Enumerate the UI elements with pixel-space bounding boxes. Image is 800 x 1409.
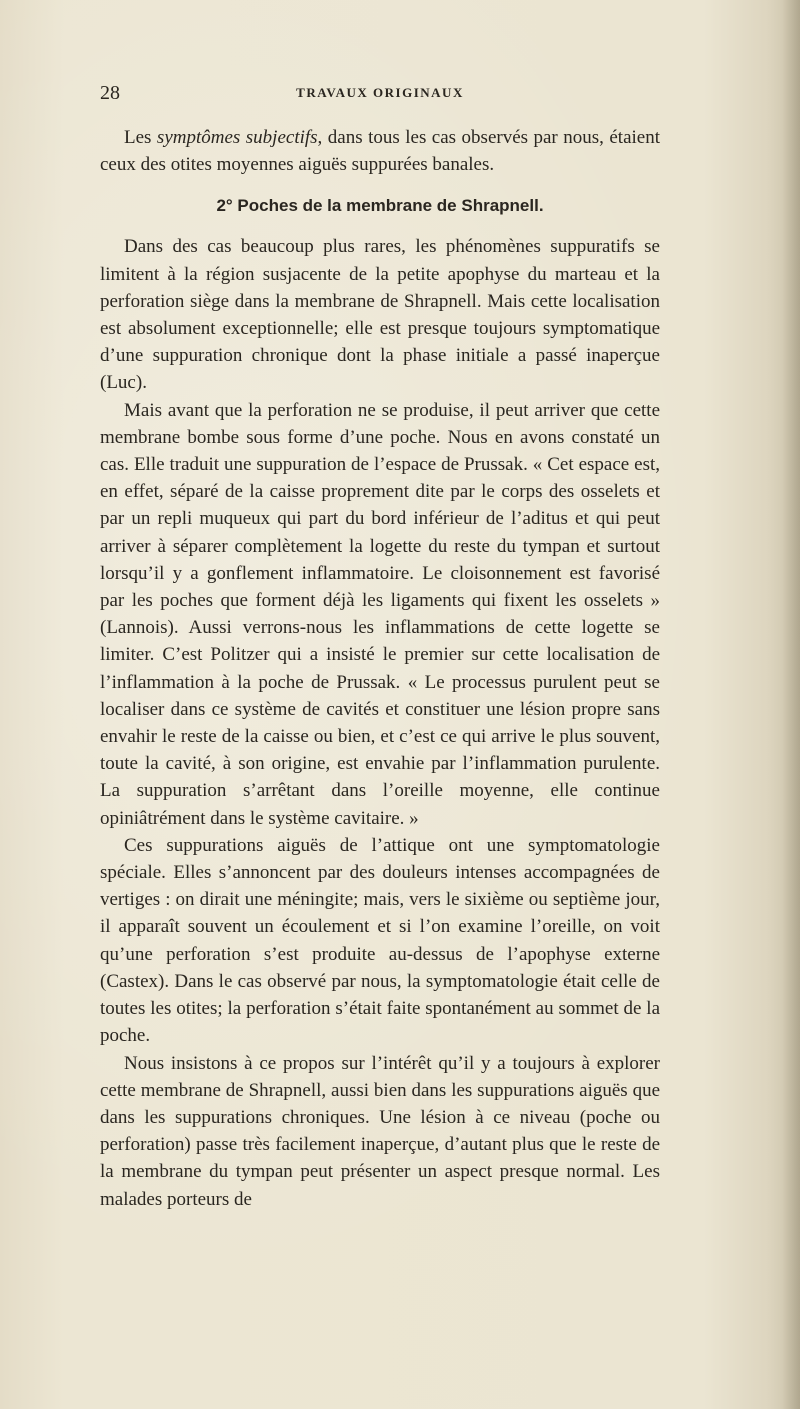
running-title: TRAVAUX ORIGINAUX [296, 85, 464, 100]
intro-emphasis: symptômes subjectifs [156, 127, 318, 148]
body-text [100, 124, 660, 1213]
intro-rest: , dans tous les cas observés par nous, étaient ceux des otites moyennes aiguës suppurées banales. [100, 127, 660, 176]
paragraph-1: Dans des cas beaucoup plus rares, les phénomènes suppuratifs se limitent à la région susjacente de la petite apophyse du marteau et la perforation siège dans la membrane de Shrapnell. Mais cette localisation est absolument exceptionnelle; elle est presque toujours symptomatique d’une suppuration chronique dont la phase initiale a passé inaperçue (Luc). [100, 236, 660, 394]
paragraph-4: Nous insistons à ce propos sur l’intérêt qu’il y a toujours à explorer cette membrane de Shrapnell, aussi bien dans les suppurations aiguës que dans les suppurations chroniques. Une lésion à ce niveau (poche ou perforation) passe très facilement inaperçue, d’autant plus que le reste de la membrane du tympan peut présenter un aspect presque normal. Les malades porteurs de [100, 1052, 660, 1210]
intro-paragraph [100, 124, 660, 178]
paragraph-2: Mais avant que la perforation ne se produise, il peut arriver que cette membrane bombe sous forme d’une poche. Nous en avons constaté un cas. Elle traduit une suppuration de l’espace de Prussak. « Cet espace est, en effet, séparé de la caisse proprement dite par le corps des osselets et par un repli muqueux qui part du bord inférieur de l’aditus et qui peut arriver à séparer complètement la logette du reste du tympan et surtout lorsqu’il y a gonflement inflammatoire. Le cloisonnement est favorisé par les poches que forment déjà les ligaments qui fixent les osselets » (Lannois). Aussi verrons-nous les inflammations de cette logette se limiter. C’est Politzer qui a insisté le premier sur cette localisation de l’inflammation à la poche de Prussak. « Le processus purulent peut se localiser dans ce système de cavités et constituer une lésion propre sans envahir le reste de la caisse ou bien, et c’est ce qui arrive le plus souvent, toute la cavité, à son origine, est envahie par l’inflammation purulente. La suppuration s’arrêtant dans l’oreille moyenne, elle continue opiniâtrément dans le système cavitaire. » [100, 399, 660, 829]
section-heading: 2° Poches de la membrane de Shrapnell. [216, 196, 544, 216]
paragraph-3: Ces suppurations aiguës de l’attique ont une symptomatologie spéciale. Elles s’annoncent par des douleurs intenses accompagnées de vertiges : on dirait une méningite; mais, vers le sixième ou septième jour, il apparaît souvent un écoulement et si l’on examine l’oreille, on voit qu’une perforation s’est produite au-dessus de l’apophyse externe (Castex). Dans le cas observé par nous, la symptomatologie était celle de toutes les otites; la perforation s’était faite spontanément au sommet de la poche. [100, 834, 660, 1047]
running-head [100, 82, 660, 112]
page-edge-shadow [782, 0, 800, 1409]
page-number: 28 [100, 82, 120, 104]
intro-lead-in: Les [124, 127, 157, 148]
